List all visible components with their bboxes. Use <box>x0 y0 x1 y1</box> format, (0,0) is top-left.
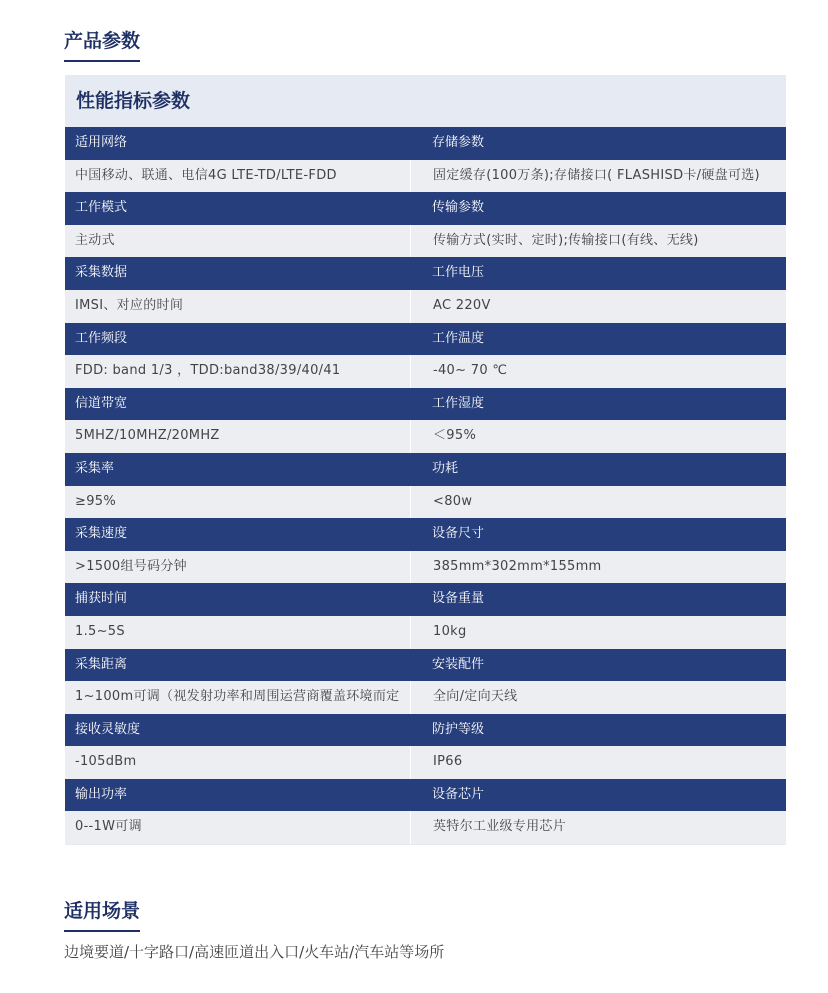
spec-value: 10kg <box>410 616 786 649</box>
spec-label: 适用网络 <box>75 135 128 150</box>
spec-value: 5MHZ/10MHZ/20MHZ <box>75 428 220 444</box>
spec-label: 工作频段 <box>75 330 128 346</box>
spec-label: 功耗 <box>432 460 459 476</box>
spec-label: 设备重量 <box>432 591 485 607</box>
section-title-text: 适用场景 <box>64 900 141 922</box>
spec-value: AC 220V <box>410 290 786 323</box>
spec-value: 1~100m可调（视发射功率和周围运营商覆盖环境而定 <box>75 689 400 705</box>
spec-value-row <box>65 290 786 323</box>
spec-label: 工作电压 <box>432 265 485 281</box>
spec-header-row <box>65 127 786 160</box>
spec-value: -105dBm <box>75 754 137 770</box>
spec-value: 1.5~5S <box>75 623 125 639</box>
spec-label: 采集距离 <box>75 656 128 672</box>
title-underline <box>64 60 140 62</box>
spec-value: 传输方式(实时、定时);传输接口(有线、无线) <box>410 225 786 258</box>
spec-value-row <box>65 486 786 519</box>
section-title-text: 产品参数 <box>64 30 141 52</box>
spec-header-row <box>65 323 786 356</box>
spec-value: IMSI、对应的时间 <box>75 297 184 313</box>
spec-value: ＜95% <box>410 420 786 453</box>
spec-value-row <box>65 160 786 193</box>
spec-value-row <box>65 551 786 584</box>
spec-header-row <box>65 388 786 421</box>
spec-value-row <box>65 225 786 258</box>
spec-label: 捕获时间 <box>75 591 128 607</box>
spec-header-row <box>65 714 786 747</box>
spec-header-row <box>65 779 786 812</box>
spec-label: 防护等级 <box>432 721 485 737</box>
spec-header-row <box>65 518 786 551</box>
spec-value: >1500组号码分钟 <box>75 558 187 574</box>
spec-value: FDD: band 1/3 ，TDD:band38/39/40/41 <box>75 363 341 379</box>
spec-value: 中国移动、联通、电信4G LTE-TD/LTE-FDD <box>75 167 337 183</box>
spec-label: 信道带宽 <box>75 395 128 411</box>
spec-value: 英特尔工业级专用芯片 <box>410 811 786 844</box>
spec-value-row <box>65 355 786 388</box>
spec-value: 0--1W可调 <box>75 819 142 835</box>
spec-header-row <box>65 192 786 225</box>
spec-label: 输出功率 <box>75 786 128 802</box>
spec-table-title: 性能指标参数 <box>65 75 786 127</box>
spec-value: <80w <box>410 486 786 519</box>
spec-label: 采集数据 <box>75 265 128 281</box>
title-underline <box>64 930 140 932</box>
spec-label: 存储参数 <box>432 135 485 150</box>
spec-rows <box>65 127 786 844</box>
spec-label: 安装配件 <box>432 656 485 672</box>
spec-label: 设备尺寸 <box>432 526 485 542</box>
section-title-product-params <box>64 26 140 53</box>
spec-value: ≥95% <box>75 493 116 509</box>
spec-table <box>65 75 786 845</box>
spec-label: 工作湿度 <box>432 395 485 411</box>
spec-value: 385mm*302mm*155mm <box>410 551 786 584</box>
spec-value-row <box>65 681 786 714</box>
spec-label: 设备芯片 <box>432 786 485 802</box>
spec-value-row <box>65 616 786 649</box>
section-title-application <box>64 896 140 923</box>
spec-label: 采集率 <box>75 460 115 476</box>
spec-label: 传输参数 <box>432 200 485 216</box>
application-scenarios-text: 边境要道/十字路口/高速匝道出入口/火车站/汽车站等场所 <box>64 943 445 961</box>
spec-value: -40~ 70 ℃ <box>410 355 786 388</box>
spec-header-row <box>65 453 786 486</box>
spec-value: IP66 <box>410 746 786 779</box>
spec-value-row <box>65 420 786 453</box>
spec-label: 工作温度 <box>432 330 485 346</box>
spec-label: 工作模式 <box>75 200 128 216</box>
spec-header-row <box>65 649 786 682</box>
spec-header-row <box>65 257 786 290</box>
spec-value: 主动式 <box>75 232 115 248</box>
spec-header-row <box>65 583 786 616</box>
spec-value: 全向/定向天线 <box>410 681 786 714</box>
spec-label: 采集速度 <box>75 526 128 542</box>
spec-value-row <box>65 746 786 779</box>
spec-value-row <box>65 811 786 844</box>
spec-value: 固定缓存(100万条);存储接口( FLASHISD卡/硬盘可选) <box>410 160 786 193</box>
spec-label: 接收灵敏度 <box>75 721 141 737</box>
